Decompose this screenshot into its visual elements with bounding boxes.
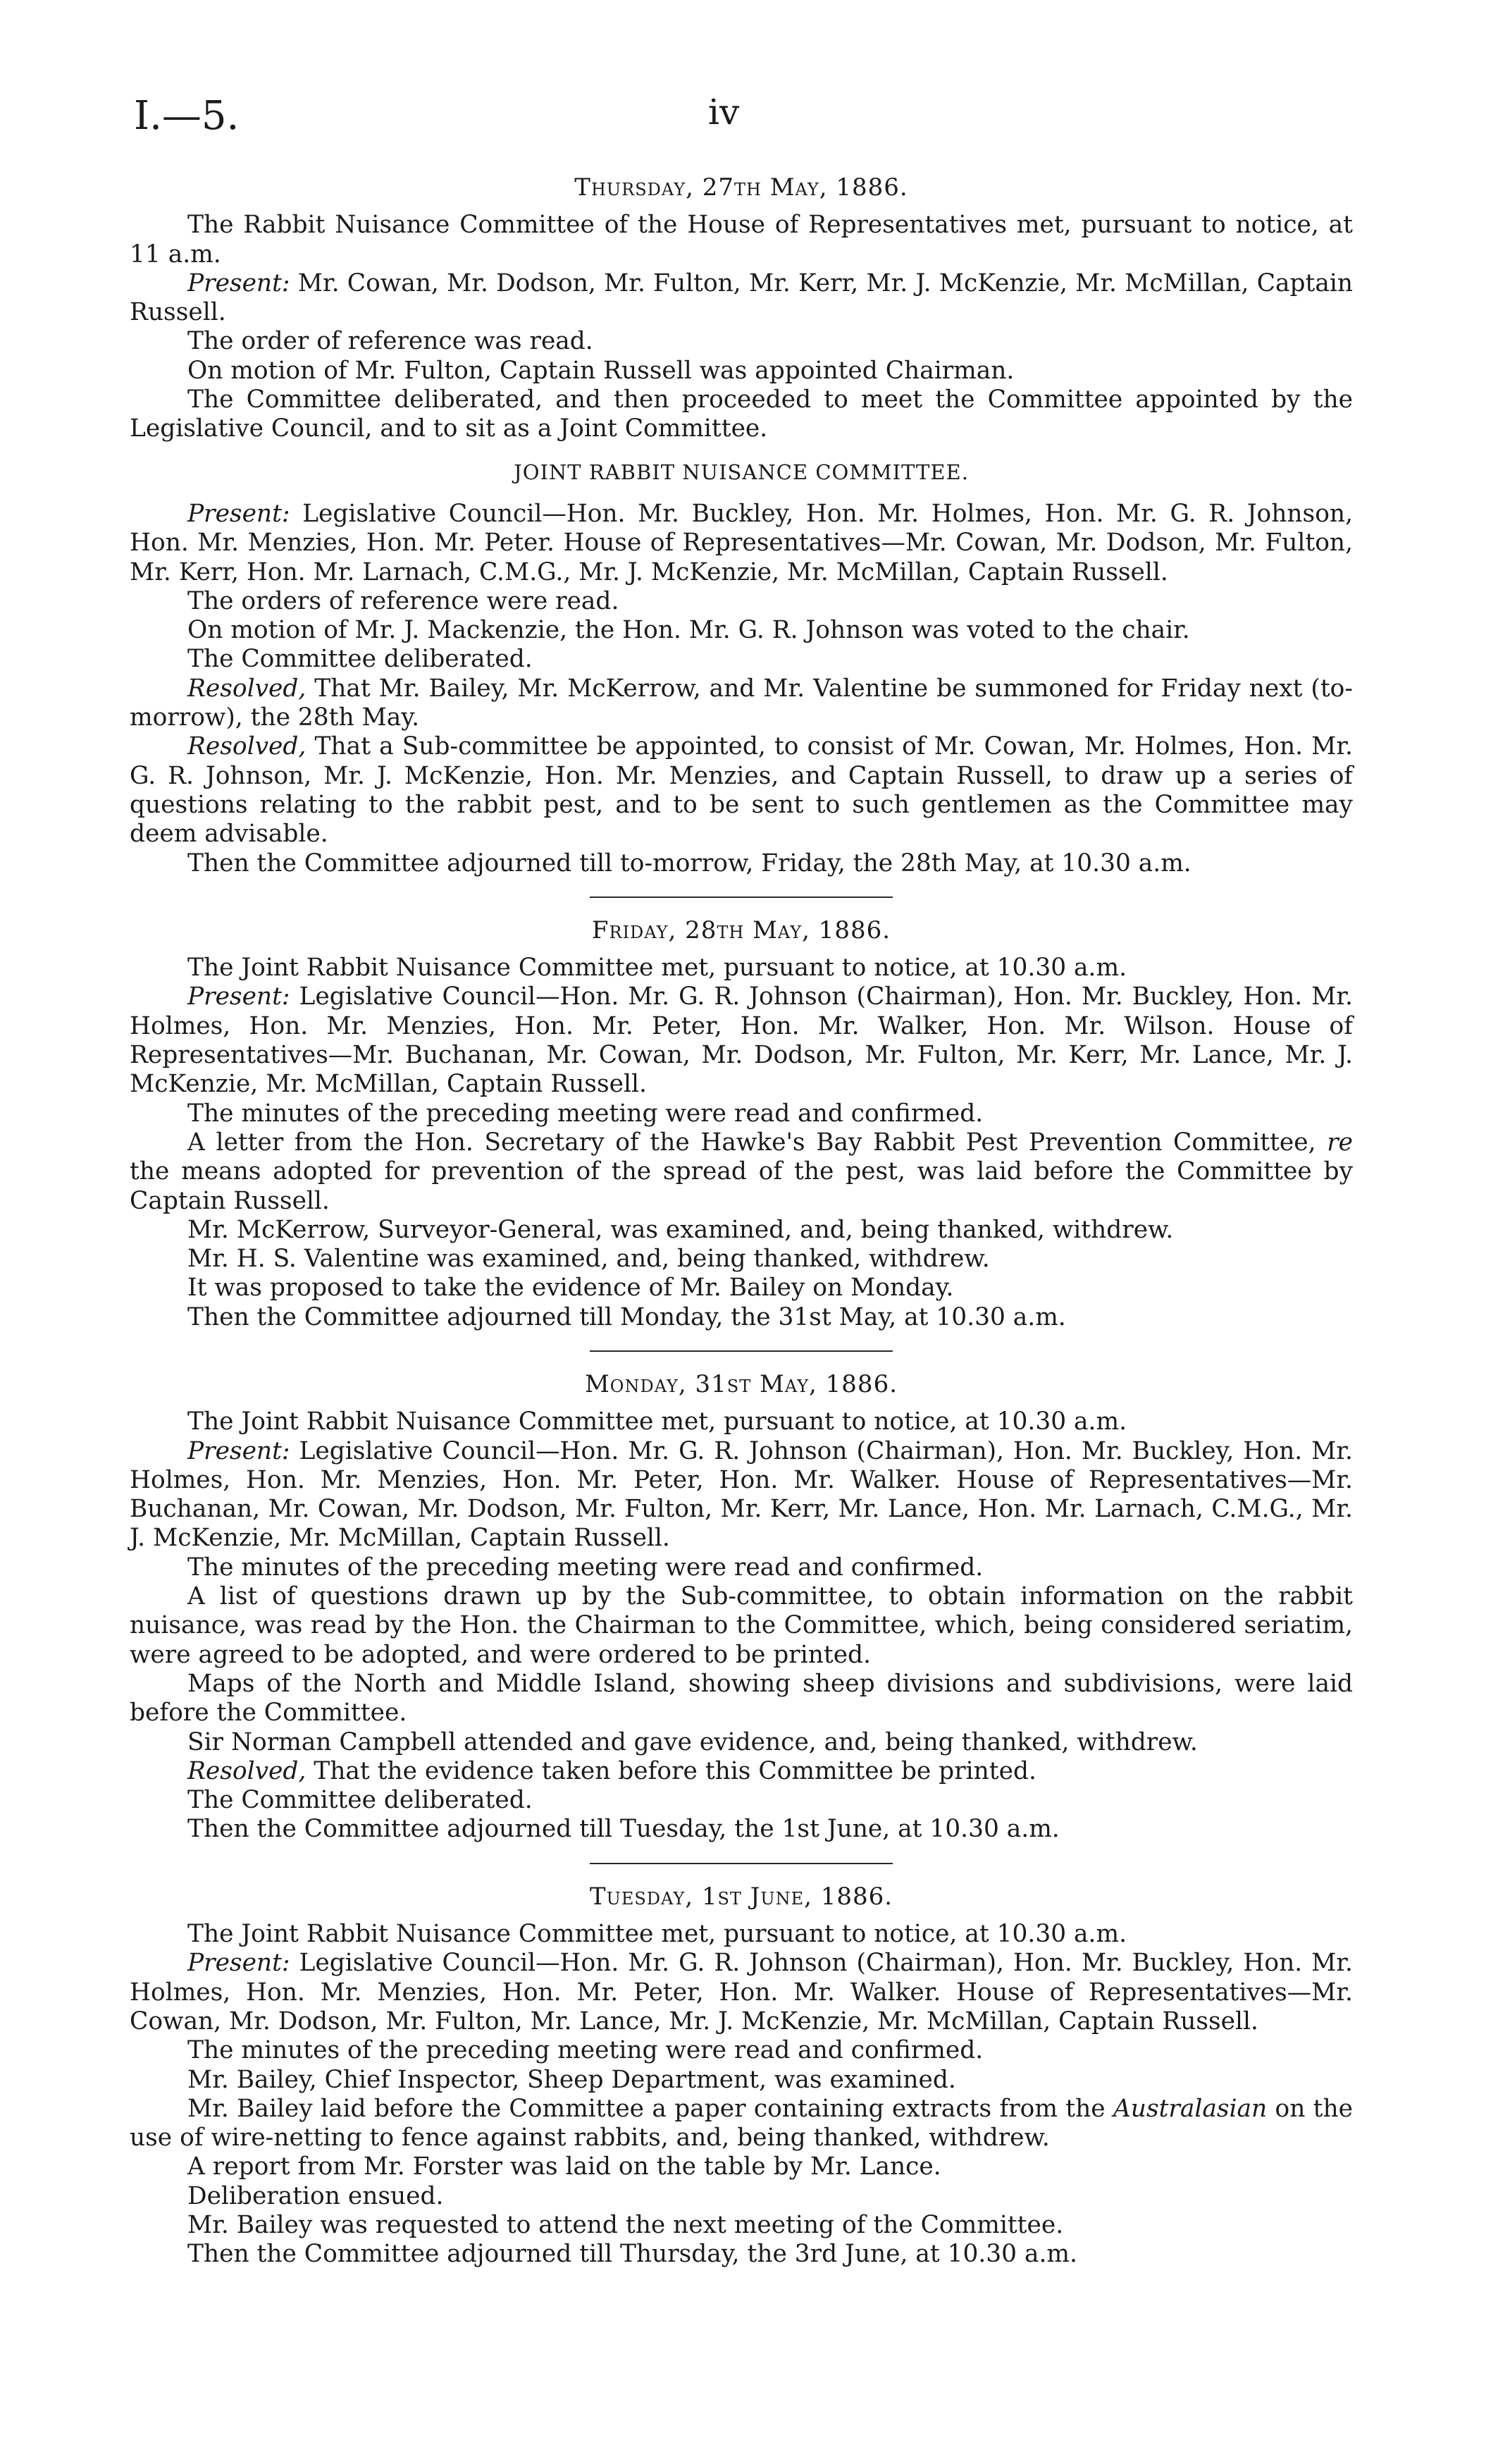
paragraph-text: A letter from the Hon. Secretary of the Hawke's Bay Rabbit Pest Prevention Committee, [187, 1128, 1327, 1157]
paragraph: A list of questions drawn up by the Sub-committee, to obtain information on the rabbit nuisance, was read by the Hon. the Chairman to the Committee, which, being considered seriatim, were agreed to be adopted, and were ordered to be printed. [130, 1582, 1353, 1669]
paragraph: The Committee deliberated. [187, 1786, 533, 1815]
paragraph-lead: Present: [187, 1949, 290, 1978]
paragraph [130, 1128, 1353, 1216]
paragraph: The order of reference was read. [187, 327, 593, 356]
paragraph-text: Legislative Council—Hon. Mr. Buckley, Hon. Mr. Holmes, Hon. Mr. G. R. Johnson, Hon. Mr. Menzies, Hon. Mr. Peter. House of Representatives—Mr. Cowan, Mr. Dodson, Mr. Fulton, Mr. Kerr, Hon. Mr. Larnach, C.M.G., Mr. J. McKenzie, Mr. McMillan, Captain Russell. [130, 499, 1353, 586]
paragraph: Mr. McKerrow, Surveyor-General, was examined, and, being thanked, withdrew. [187, 1215, 1174, 1244]
paragraph: The Joint Rabbit Nuisance Committee met, pursuant to notice, at 10.30 a.m. [187, 1407, 1127, 1436]
paragraph-text: That a Sub-committee be appointed, to consist of Mr. Cowan, Mr. Holmes, Hon. Mr. G. R. Johnson, Mr. J. McKenzie, Hon. Mr. Menzies, and Captain Russell, to draw up a series of questions relating to the rabbit pest, and to be sent to such gentlemen as the Committee may deem advisable. [130, 732, 1353, 849]
paragraph: Sir Norman Campbell attended and gave evidence, and, being thanked, withdrew. [187, 1727, 1198, 1756]
paragraph [130, 500, 1353, 587]
paragraph: Then the Committee adjourned till Monday, the 31st May, at 10.30 a.m. [187, 1302, 1066, 1331]
section-subheading: JOINT RABBIT NUISANCE COMMITTEE. [514, 460, 969, 484]
paragraph [130, 732, 1353, 849]
paragraph: The Rabbit Nuisance Committee of the House of Representatives met, pursuant to notice, at 11 a.m. [130, 211, 1353, 269]
paragraph-text: Legislative Council—Hon. Mr. G. R. Johnson (Chairman), Hon. Mr. Buckley, Hon. Mr. Holmes, Hon. Mr. Menzies, Hon. Mr. Peter, Hon. Mr. Walker, Hon. Mr. Wilson. House of Representatives—Mr. Buchanan, Mr. Cowan, Mr. Dodson, Mr. Fulton, Mr. Kerr, Mr. Lance, Mr. J. McKenzie, Mr. McMillan, Captain Russell. [130, 982, 1353, 1099]
paragraph: Deliberation ensued. [187, 2181, 444, 2210]
section-heading: Monday, 31st May, 1886. [584, 1369, 898, 1398]
paragraph [130, 1949, 1353, 2036]
paragraph: The orders of reference were read. [187, 586, 619, 615]
paragraph-text: the means adopted for prevention of the spread of the pest, was laid before the Committee by Captain Russell. [130, 1157, 1353, 1215]
paragraph-lead: Present: [187, 1436, 290, 1465]
paragraph-lead: Resolved, [187, 1756, 307, 1785]
paragraph: The Committee deliberated. [187, 645, 533, 674]
paragraph-lead: Resolved, [187, 732, 307, 761]
paragraph: The Joint Rabbit Nuisance Committee met, pursuant to notice, at 10.30 a.m. [187, 1920, 1127, 1949]
paragraph [130, 2095, 1353, 2153]
paragraph: It was proposed to take the evidence of Mr. Bailey on Monday. [187, 1274, 954, 1302]
page-reference: I.—5. [134, 93, 240, 139]
paragraph-text: That the evidence taken before this Committee be printed. [306, 1756, 1036, 1785]
paragraph-lead: Resolved, [187, 674, 307, 703]
paragraph: The Committee deliberated, and then proceeded to meet the Committee appointed by the Legislative Council, and to sit as a Joint Committee. [130, 386, 1353, 443]
paragraph [130, 269, 1353, 328]
paragraph [130, 1757, 1353, 1786]
paragraph: The Joint Rabbit Nuisance Committee met, pursuant to notice, at 10.30 a.m. [187, 954, 1127, 982]
paragraph-lead: Present: [187, 269, 290, 297]
section-divider [590, 897, 893, 898]
paragraph: A report from Mr. Forster was laid on the table by Mr. Lance. [187, 2152, 941, 2181]
paragraph-italic: re [1327, 1128, 1353, 1157]
paragraph: Maps of the North and Middle Island, showing sheep divisions and subdivisions, were laid before the Committee. [130, 1669, 1353, 1727]
paragraph: The minutes of the preceding meeting were read and confirmed. [187, 1099, 984, 1128]
paragraph [130, 674, 1353, 733]
paragraph: Mr. Bailey was requested to attend the next meeting of the Committee. [187, 2211, 1064, 2239]
page-number: iv [708, 92, 740, 133]
paragraph-text: Legislative Council—Hon. Mr. G. R. Johnson (Chairman), Hon. Mr. Buckley, Hon. Mr. Holmes, Hon. Mr. Menzies, Hon. Mr. Peter, Hon. Mr. Walker. House of Representatives—Mr. Cowan, Mr. Dodson, Mr. Fulton, Mr. Lance, Mr. J. McKenzie, Mr. McMillan, Captain Russell. [130, 1949, 1353, 2035]
paragraph: The minutes of the preceding meeting were read and confirmed. [187, 2036, 984, 2065]
paragraph: The minutes of the preceding meeting were read and confirmed. [187, 1553, 984, 1582]
section-divider [590, 1350, 893, 1352]
paragraph: Then the Committee adjourned till to-morrow, Friday, the 28th May, at 10.30 a.m. [187, 849, 1191, 877]
paragraph-text: on the use of wire-netting to fence against rabbits, and, being thanked, withdrew. [130, 2094, 1353, 2152]
section-heading: Tuesday, 1st June, 1886. [589, 1882, 893, 1911]
paragraph-lead: Present: [187, 982, 290, 1011]
paragraph: On motion of Mr. Fulton, Captain Russell was appointed Chairman. [187, 356, 1015, 385]
paragraph: Mr. H. S. Valentine was examined, and, being thanked, withdrew. [187, 1245, 990, 1274]
paragraph: Mr. Bailey, Chief Inspector, Sheep Department, was examined. [187, 2065, 956, 2094]
paragraph-text: Mr. Bailey laid before the Committee a paper containing extracts from the [187, 2094, 1113, 2123]
paragraph-lead: Present: [187, 499, 290, 528]
paragraph: Then the Committee adjourned till Thursday, the 3rd June, at 10.30 a.m. [187, 2240, 1077, 2269]
paragraph [130, 982, 1353, 1099]
paragraph: Then the Committee adjourned till Tuesday, the 1st June, at 10.30 a.m. [187, 1815, 1060, 1844]
section-divider [590, 1863, 893, 1864]
paragraph-text: Legislative Council—Hon. Mr. G. R. Johnson (Chairman), Hon. Mr. Buckley, Hon. Mr. Holmes, Hon. Mr. Menzies, Hon. Mr. Peter, Hon. Mr. Walker. House of Representatives—Mr. Buchanan, Mr. Cowan, Mr. Dodson, Mr. Fulton, Mr. Kerr, Mr. Lance, Hon. Mr. Larnach, C.M.G., Mr. J. McKenzie, Mr. McMillan, Captain Russell. [130, 1436, 1353, 1553]
paragraph-text: Mr. Cowan, Mr. Dodson, Mr. Fulton, Mr. Kerr, Mr. J. McKenzie, Mr. McMillan, Captain Russell. [130, 269, 1353, 327]
minutes-body [130, 173, 1353, 2269]
paragraph: On motion of Mr. J. Mackenzie, the Hon. Mr. G. R. Johnson was voted to the chair. [187, 616, 1190, 645]
paragraph [130, 1437, 1353, 1553]
paragraph-italic: Australasian [1113, 2094, 1268, 2123]
paragraph-text: That Mr. Bailey, Mr. McKerrow, and Mr. Valentine be summoned for Friday next (to-morrow), the 28th May. [130, 674, 1353, 732]
section-heading: Thursday, 27th May, 1886. [574, 173, 908, 202]
section-heading: Friday, 28th May, 1886. [591, 916, 891, 944]
